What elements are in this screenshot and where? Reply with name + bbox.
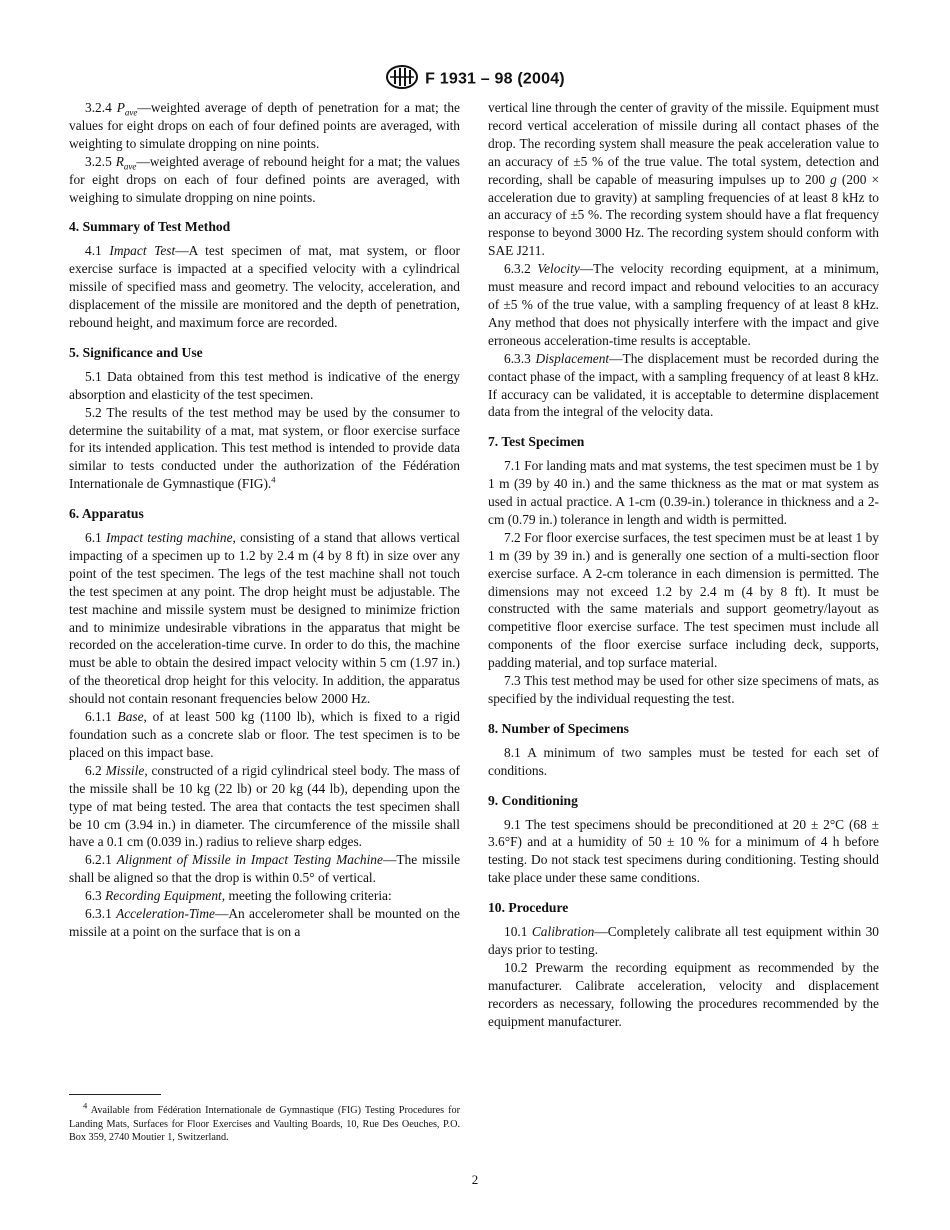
paragraph-9-1: 9.1 The test specimens should be preconditioned at 20 ± 2°C (68 ± 3.6°F) and at a humidity of 50 ± 10 % for a minimum of 4 h before testing. Do not stack test specimens during conditioning. Testing should take place under these same conditions. xyxy=(488,816,879,886)
paragraph-6-1-1: 6.1.1 Base, of at least 500 kg (1100 lb), which is fixed to a rigid foundation such as a concrete slab or floor. The test specimen is to be placed on this impact base. xyxy=(69,709,460,760)
right-column xyxy=(488,99,879,1031)
paragraph-6-3-1-continued: vertical line through the center of gravity of the missile. Equipment must record vertical acceleration of missile during all contact phases of the drop. The recording system shall measure the peak acceleration value to an accuracy of ±5 % of the true value. The total system, detection and recording, shall be capable of measuring impulses up to 200 g (200 × acceleration due to gravity) at sampling frequencies of at least 8 kHz to an accuracy of ±5 %. The recording system should have a flat frequency response to beyond 3000 Hz. The recording system should conform with SAE J211. xyxy=(488,100,879,259)
astm-logo-icon xyxy=(385,64,419,95)
paragraph-10-1: 10.1 Calibration—Completely calibrate all test equipment within 30 days prior to testing. xyxy=(488,924,879,957)
paragraph-3-2-4: 3.2.4 $P_{ave}—weighted$ average of depth of penetration for a mat; the values for eight drops on each of four defined points are averaged, with weighting to simulate dropping on nine points. xyxy=(69,100,460,151)
paragraph-6-3-1: 6.3.1 Acceleration-Time—An accelerometer shall be mounted on the missile at a point on the surface that is on a xyxy=(69,906,460,939)
paragraph-7-2: 7.2 For floor exercise surfaces, the test specimen must be at least 1 by 1 m (39 by 39 in.) and is generally one section of a multi-section floor exercise surface. A 2-cm tolerance in each dimension is permitted. The dimensions may not exceed 1.2 by 2.4 m (4 by 8 ft). It must be constructed with the same materials and support geometry/layout as competitive floor exercise surface. The test specimen must include all components of the floor exercise surface including deck, supports, padding material, and top surface material. xyxy=(488,529,879,671)
section-heading-6: 6. Apparatus xyxy=(69,506,144,522)
paragraph-5-2: 5.2 The results of the test method may be used by the consumer to determine the suitability of a mat, mat system, or floor exercise surface for its intended application. This test method is intended to provide data similar to tests conducted under the authorization of the Fédération Internationale de Gymnastique (FIG).$^4$ xyxy=(69,404,460,492)
left-column xyxy=(69,99,460,941)
section-heading-8: 8. Number of Specimens xyxy=(488,720,629,736)
footnote: $^4$ Available from Fédération Internationale de Gymnastique (FIG) Testing Procedures for Landing Mats, Surfaces for Floor Exercises and Vaulting Boards, 10, Rue Des Oeuches, P.O. Box 359, 2740 Moutier 1, Switzerland. xyxy=(69,1100,460,1144)
document-id: F 1931 – 98 (2004) xyxy=(425,70,565,88)
section-heading-9: 9. Conditioning xyxy=(488,792,578,808)
paragraph-4-1: 4.1 Impact Test—A test specimen of mat, mat system, or floor exercise surface is impacted at a specified velocity with a cylindrical missile of specified mass and geometry. The velocity, acceleration, and displacement of the missile are monitored and the depth of penetration, rebound height, and maximum force are recorded. xyxy=(69,243,460,330)
page-number: 2 xyxy=(471,1172,479,1187)
section-heading-5: 5. Significance and Use xyxy=(69,344,203,360)
page-header xyxy=(0,64,950,95)
section-heading-10: 10. Procedure xyxy=(488,900,569,916)
section-heading-7: 7. Test Specimen xyxy=(488,434,585,450)
section-heading-4: 4. Summary of Test Method xyxy=(69,219,231,235)
paragraph-6-3-2: 6.3.2 Velocity—The velocity recording equipment, at a minimum, must measure and record impact and rebound velocities to an accuracy of ±5 % of the true value, with a sampling frequency of at least 8 kHz. Any method that does not physically interfere with the impact and give erroneous acceleration-time results is acceptable. xyxy=(488,261,879,348)
footnote-number: 4 xyxy=(83,1100,88,1111)
paragraph-10-2: 10.2 Prewarm the recording equipment as recommended by the manufacturer. Calibrate acceleration, velocity and displacement recorders as necessary, following the procedures recommended by the equipment manufacturer. xyxy=(488,959,879,1029)
paragraph-6-3-3: 6.3.3 Displacement—The displacement must be recorded during the contact phase of the impact, with a sampling frequency of at least 8 kHz. If accuracy can be validated, it is acceptable to determine displacement data from the integral of the velocity data. xyxy=(488,350,879,420)
paragraph-6-3: 6.3 Recording Equipment, meeting the following criteria: xyxy=(85,888,392,904)
paragraph-7-1: 7.1 For landing mats and mat systems, the test specimen must be 1 by 1 m (39 by 40 in.) and the same thickness as the mat or mat system as used in actual practice. A 1-cm (0.39-in.) tolerance in thickness and a 2-cm (0.79 in.) tolerance in length and width is permitted. xyxy=(488,458,879,527)
paragraph-3-2-5: 3.2.5 $R_{ave}—weighted$ average of rebound height for a mat; the values for eight drops on each of four defined points are averaged, with weighing to simulate dropping on nine points. xyxy=(69,153,460,205)
paragraph-8-1: 8.1 A minimum of two samples must be tested for each set of conditions. xyxy=(488,744,879,778)
footnote-ref: 4 xyxy=(271,474,276,485)
paragraph-6-2-1: 6.2.1 Alignment of Missile in Impact Testing Machine—The missile shall be aligned so that the drop is within 0.5° of vertical. xyxy=(69,852,461,886)
paragraph-5-1: 5.1 Data obtained from this test method is indicative of the energy absorption and elasticity of the test specimen. xyxy=(69,368,460,402)
footnote-divider xyxy=(69,1094,161,1095)
paragraph-6-1: 6.1 Impact testing machine, consisting of a stand that allows vertical impacting of a specimen up to 1.2 by 2.4 m (4 by 8 ft) in size over any point of the test specimen. The legs of the test machine shall not touch the test specimen at any point. The drop height must be adjustable. The test machine and missile system must be designed to minimize friction and to minimize undesirable vibrations in the apparatus that might be recorded on the acceleration-time curve. In order to do this, the machine must be able to obtain the desired impact velocity within 5 cm (1.97 in.) of the theoretical drop height for this velocity. In addition, the apparatus should not contain resonant frequencies below 2000 Hz. xyxy=(69,530,460,707)
paragraph-6-2: 6.2 Missile, constructed of a rigid cylindrical steel body. The mass of the missile shall be 10 kg (22 lb) or 20 kg (44 lb), depending upon the type of mat being tested. The area that contacts the test specimen shall be 10 cm (3.94 in.) in diameter. The circumference of the missile shall have a 0.1 cm (0.039 in.) radius to relieve sharp edges. xyxy=(69,762,460,850)
paragraph-7-3: 7.3 This test method may be used for other size specimens of mats, as specified by the individual requesting the test. xyxy=(488,673,879,706)
